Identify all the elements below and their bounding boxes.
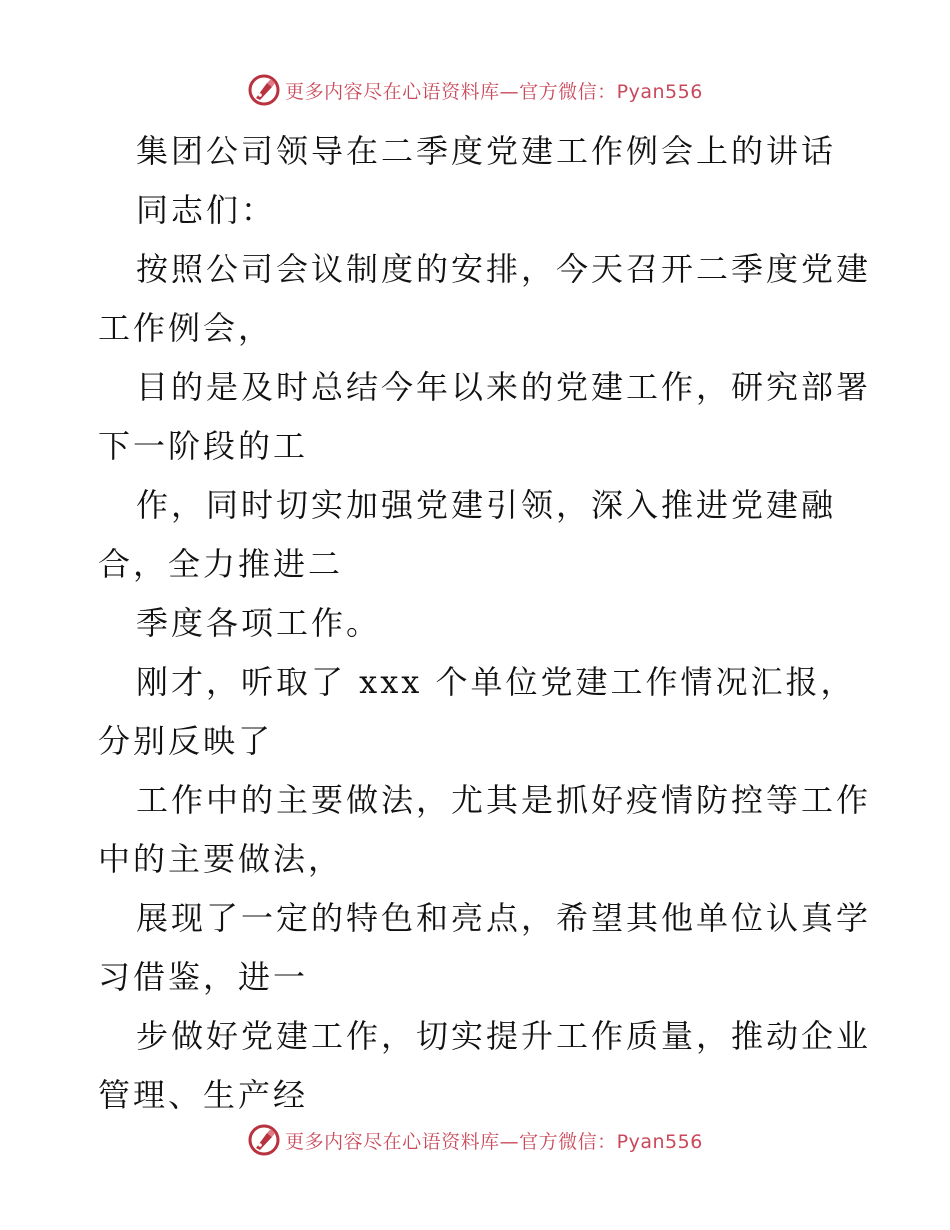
paragraph-line: 下一阶段的工: [98, 427, 309, 465]
paragraph-line: 工作例会，: [98, 309, 274, 347]
paragraph-line: 季度各项工作。: [136, 604, 382, 642]
paragraph-line: 管理、生产经: [98, 1076, 309, 1114]
paragraph-line: 目的是及时总结今年以来的党建工作，研究部署: [136, 368, 872, 406]
pen-nib-logo-icon: [247, 1123, 281, 1157]
paragraph-line: 步做好党建工作，切实提升工作质量，推动企业: [136, 1017, 872, 1055]
paragraph-line: 中的主要做法，: [98, 840, 344, 878]
header-banner: [0, 70, 950, 110]
header-banner-text: 更多内容尽在心语资料库—官方微信：Pyan556: [285, 80, 703, 103]
paragraph-line: 习借鉴，进一: [98, 958, 309, 996]
paragraph-line: 合，全力推进二: [98, 545, 344, 583]
document-body: [98, 122, 872, 1125]
document-title: 集团公司领导在二季度党建工作例会上的讲话: [136, 132, 837, 170]
paragraph-line: 刚才，听取了 xxx 个单位党建工作情况汇报，: [136, 663, 856, 701]
paragraph-line: 按照公司会议制度的安排，今天召开二季度党建: [136, 250, 872, 288]
paragraph-line: 展现了一定的特色和亮点，希望其他单位认真学: [136, 899, 872, 937]
paragraph-line: 作，同时切实加强党建引领，深入推进党建融: [136, 486, 837, 524]
footer-banner-text: 更多内容尽在心语资料库—官方微信：Pyan556: [285, 1130, 703, 1153]
paragraph-line: 分别反映了: [98, 722, 274, 760]
footer-banner: [0, 1120, 950, 1160]
paragraph-line: 工作中的主要做法，尤其是抓好疫情防控等工作: [136, 781, 872, 819]
salutation: 同志们：: [136, 191, 277, 229]
pen-nib-logo-icon: [247, 73, 281, 107]
